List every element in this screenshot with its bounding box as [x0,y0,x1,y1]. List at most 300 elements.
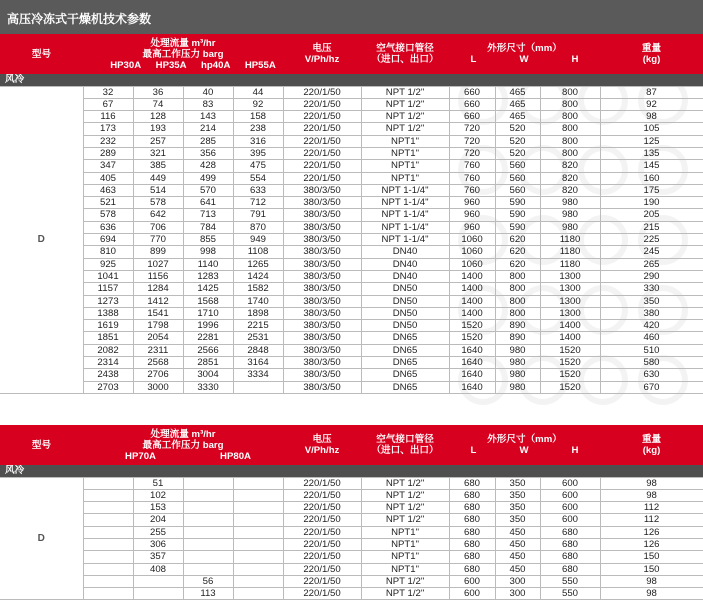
header-voltage [283,425,361,465]
table-cell: 712 [233,197,283,209]
header-weight [600,34,703,74]
table-cell: 51 [133,477,183,489]
table-cell: 580 [600,357,703,369]
header-flow-model: hp40A [201,59,231,71]
table-cell: 450 [495,538,540,550]
table-cell [83,489,133,501]
table-cell: 356 [183,147,233,159]
table-cell [233,526,283,538]
header-flow-model: HP35A [155,59,187,71]
table-cell: DN40 [361,246,449,258]
table-cell: DN65 [361,369,449,381]
table-cell: 590 [495,221,540,233]
table-cell: 1400 [540,332,600,344]
table-cell: NPT1" [361,538,449,550]
table-row [0,575,703,587]
table-cell: 800 [495,307,540,319]
header-flow [83,425,283,465]
table-cell [83,502,133,514]
table-cell: 960 [449,197,495,209]
table-cell: 1180 [540,258,600,270]
table-cell: 713 [183,209,233,221]
table-cell: 215 [600,221,703,233]
table-row [0,111,703,123]
table-row [0,320,703,332]
table-row [0,307,703,319]
table-cell: 1400 [449,295,495,307]
table-cell: 92 [233,98,283,110]
table-cell: 760 [449,172,495,184]
header-voltage-line2: V/Ph/hz [304,445,340,456]
table-cell: 960 [449,221,495,233]
table-cell: 380/3/50 [283,344,361,356]
section-label: 风冷 [0,465,703,477]
table-cell: 680 [449,514,495,526]
table-cell: 600 [449,588,495,600]
table-cell: 40 [183,86,233,98]
table-cell: 520 [495,147,540,159]
table-cell: NPT1" [361,135,449,147]
table-row [0,270,703,282]
table-row [0,526,703,538]
table-cell [83,477,133,489]
table-cell: 380/3/50 [283,332,361,344]
table-cell: 113 [183,588,233,600]
table-cell: 460 [600,332,703,344]
table-row [0,489,703,501]
table-cell: 125 [600,135,703,147]
table-cell: 450 [495,551,540,563]
table-cell: 800 [540,98,600,110]
table-cell: 285 [183,135,233,147]
header-air-line2: （进口、出口） [371,54,439,65]
table-cell: 680 [540,551,600,563]
table-cell: 116 [83,111,133,123]
table-cell: 791 [233,209,283,221]
table-cell: 2706 [133,369,183,381]
table-cell: 1283 [183,270,233,282]
header-dim-w: W [519,445,529,456]
table-row [0,381,703,393]
header-dim-l: L [470,54,477,65]
table-cell: 380/3/50 [283,221,361,233]
table-cell: 220/1/50 [283,588,361,600]
table-cell: 102 [133,489,183,501]
table-cell: 1541 [133,307,183,319]
table-cell: 760 [449,184,495,196]
table-cell: 600 [540,477,600,489]
table-row [0,209,703,221]
table-cell: NPT1" [361,563,449,575]
table-cell: 680 [449,563,495,575]
table-cell: 98 [600,588,703,600]
table-cell: 380/3/50 [283,209,361,221]
table-cell [83,551,133,563]
table-cell: 306 [133,538,183,550]
table-cell: 820 [540,184,600,196]
table-cell: 1520 [540,357,600,369]
table-cell: NPT 1-1/4" [361,184,449,196]
table-cell: DN50 [361,295,449,307]
table-cell: 220/1/50 [283,147,361,159]
table-cell: NPT 1/2" [361,123,449,135]
table-cell: NPT 1/2" [361,502,449,514]
table-row [0,477,703,489]
table-cell: 2054 [133,332,183,344]
table-cell: 1400 [449,270,495,282]
table-cell: 225 [600,234,703,246]
table-cell: 680 [449,526,495,538]
table-row [0,357,703,369]
table-cell: NPT 1/2" [361,98,449,110]
table-cell: 36 [133,86,183,98]
table-cell: 350 [495,502,540,514]
table-cell: 1640 [449,344,495,356]
table-cell: 680 [540,526,600,538]
table-row [0,502,703,514]
table-cell: 1568 [183,295,233,307]
table-cell: 150 [600,563,703,575]
table-cell: 173 [83,123,133,135]
table-cell: 680 [449,502,495,514]
header-voltage-line1: 电压 [312,434,332,445]
table-cell: 680 [540,563,600,575]
table-row [0,514,703,526]
table-row [0,258,703,270]
table-cell: 300 [495,588,540,600]
table-row [0,538,703,550]
table-cell: 449 [133,172,183,184]
header-flow-line1: 处理流量 m³/hr [150,428,216,440]
table-cell [133,588,183,600]
table-cell: 1424 [233,270,283,282]
table-cell: 784 [183,221,233,233]
table-cell: 2281 [183,332,233,344]
table-cell: 214 [183,123,233,135]
table-cell: 1180 [540,234,600,246]
table-cell [183,477,233,489]
table-1-body [0,86,703,393]
table-cell: 160 [600,172,703,184]
table-cell [233,477,283,489]
table-row [0,588,703,600]
table-row [0,86,703,98]
table-cell: 642 [133,209,183,221]
table-cell: 475 [233,160,283,172]
table-cell: 1520 [449,332,495,344]
table-cell: 550 [540,575,600,587]
table-cell: 1400 [449,307,495,319]
table-cell: 680 [540,538,600,550]
table-cell: NPT 1/2" [361,514,449,526]
table-cell: 380/3/50 [283,295,361,307]
table-cell: 890 [495,320,540,332]
table-cell: 590 [495,197,540,209]
table-cell: 855 [183,234,233,246]
table-row [0,172,703,184]
table-row [0,551,703,563]
table-cell: 980 [495,369,540,381]
table-cell: 520 [495,123,540,135]
table-cell: 3334 [233,369,283,381]
header-air-line1: 空气接口管径 [376,43,434,54]
table-cell: 600 [540,514,600,526]
table-row [0,234,703,246]
table-cell: DN50 [361,283,449,295]
table-cell: 220/1/50 [283,563,361,575]
table-cell: 800 [495,295,540,307]
header-flow-model: HP70A [125,450,156,462]
table-cell: 1388 [83,307,133,319]
header-dim-line1: 外形尺寸（mm） [487,434,562,445]
table-cell [183,514,233,526]
table-cell: 220/1/50 [283,160,361,172]
table-cell: DN40 [361,258,449,270]
table-cell: 1640 [449,369,495,381]
table-cell: 770 [133,234,183,246]
table-cell: 143 [183,111,233,123]
table-cell: 205 [600,209,703,221]
table-cell: 220/1/50 [283,172,361,184]
table-cell: 560 [495,184,540,196]
table-cell: 380/3/50 [283,270,361,282]
table-cell [233,381,283,393]
table-cell: 949 [233,234,283,246]
table-cell: 380/3/50 [283,234,361,246]
table-cell: 800 [495,270,540,282]
table-row [0,184,703,196]
table-cell: 2566 [183,344,233,356]
header-weight [600,425,703,465]
table-cell: 1300 [540,307,600,319]
table-cell: 300 [495,575,540,587]
table-cell: 380/3/50 [283,197,361,209]
table-cell [83,538,133,550]
header-dim-w: W [519,54,529,65]
table-cell: 74 [133,98,183,110]
table-cell: 321 [133,147,183,159]
table-cell: 380/3/50 [283,184,361,196]
table-cell [233,588,283,600]
table-cell: 800 [540,147,600,159]
section-row [0,74,703,86]
table-cell [183,538,233,550]
table-cell: 290 [600,270,703,282]
table-cell: 3000 [133,381,183,393]
table-cell: 1412 [133,295,183,307]
table-cell: 112 [600,514,703,526]
table-cell: 380/3/50 [283,258,361,270]
table-cell: 220/1/50 [283,502,361,514]
table-cell: DN65 [361,344,449,356]
table-cell: 380/3/50 [283,307,361,319]
table-cell: NPT 1/2" [361,86,449,98]
table-cell: 899 [133,246,183,258]
header-air-port [361,425,449,465]
table-cell: 1582 [233,283,283,295]
spec-table-2 [0,425,703,600]
table-cell: 126 [600,526,703,538]
table-cell: 1425 [183,283,233,295]
header-dim-h: H [571,445,579,456]
table-cell: 2438 [83,369,133,381]
table-cell: 706 [133,221,183,233]
table-row [0,123,703,135]
table-cell: 1520 [540,344,600,356]
table-cell: 395 [233,147,283,159]
table-cell: 380/3/50 [283,357,361,369]
table-cell: 357 [133,551,183,563]
table-cell: 890 [495,332,540,344]
table-cell: 1520 [540,381,600,393]
header-flow-line2: 最高工作压力 barg [142,48,224,60]
table-1-header [0,34,703,74]
table-cell [183,563,233,575]
table-cell: 257 [133,135,183,147]
header-air-port [361,34,449,74]
table-cell: 694 [83,234,133,246]
table-cell: 1180 [540,246,600,258]
header-weight-line2: (kg) [642,54,661,65]
table-cell: 1060 [449,258,495,270]
table-cell: 150 [600,551,703,563]
table-cell [233,551,283,563]
section-label: 风冷 [0,74,703,86]
table-row [0,563,703,575]
table-cell: 105 [600,123,703,135]
table-cell: 56 [183,575,233,587]
table-cell: 810 [83,246,133,258]
header-dim-sub [449,445,600,456]
header-dim-h: H [571,54,579,65]
table-cell: 1619 [83,320,133,332]
table-cell: 1798 [133,320,183,332]
table-row [0,295,703,307]
table-cell: DN50 [361,320,449,332]
table-cell: 380/3/50 [283,381,361,393]
table-row [0,246,703,258]
table-cell: 560 [495,172,540,184]
table-cell: NPT1" [361,147,449,159]
table-row [0,135,703,147]
table-cell: 220/1/50 [283,489,361,501]
header-voltage-line1: 电压 [312,43,332,54]
model-cell: D [0,477,83,600]
table-cell: DN40 [361,270,449,282]
header-flow-model: HP80A [220,450,251,462]
header-flow-models [83,60,283,71]
model-cell: D [0,86,83,393]
table-cell: 135 [600,147,703,159]
table-cell: 465 [495,98,540,110]
table-cell: 1157 [83,283,133,295]
table-cell: 145 [600,160,703,172]
table-cell: 204 [133,514,183,526]
table-cell: 1898 [233,307,283,319]
table-cell: NPT1" [361,172,449,184]
table-cell: NPT 1-1/4" [361,209,449,221]
table-cell: 245 [600,246,703,258]
table-cell [183,526,233,538]
table-cell: 680 [449,477,495,489]
header-weight-line1: 重量 [641,434,662,445]
table-cell: 680 [449,551,495,563]
table-cell: 670 [600,381,703,393]
table-cell: 350 [495,489,540,501]
table-cell: NPT1" [361,526,449,538]
table-cell: 800 [495,283,540,295]
table-cell: 220/1/50 [283,551,361,563]
table-row [0,147,703,159]
table-cell: 510 [600,344,703,356]
header-flow-line1: 处理流量 m³/hr [150,37,216,49]
table-row [0,98,703,110]
table-cell: 570 [183,184,233,196]
table-cell: 980 [540,197,600,209]
table-cell: 514 [133,184,183,196]
table-cell: 465 [495,86,540,98]
table-cell: 220/1/50 [283,98,361,110]
table-cell: 980 [495,344,540,356]
table-cell: 980 [540,221,600,233]
table-cell: 158 [233,111,283,123]
table-cell: 265 [600,258,703,270]
table-2-body [0,477,703,600]
table-cell: 600 [540,489,600,501]
table-cell: 578 [133,197,183,209]
table-cell: 380/3/50 [283,283,361,295]
table-cell: 190 [600,197,703,209]
table-cell: 660 [449,98,495,110]
table-cell: 153 [133,502,183,514]
table-cell: 521 [83,197,133,209]
table-cell: 590 [495,209,540,221]
table-cell: 98 [600,575,703,587]
table-cell: 1108 [233,246,283,258]
table-cell: 1740 [233,295,283,307]
table-cell: 600 [449,575,495,587]
table-cell: 1060 [449,234,495,246]
table-cell: 405 [83,172,133,184]
table-cell: 1273 [83,295,133,307]
table-cell: 2848 [233,344,283,356]
table-cell [233,563,283,575]
header-dim-line1: 外形尺寸（mm） [487,43,562,54]
table-cell: 3004 [183,369,233,381]
table-cell: 800 [540,111,600,123]
table-cell: 620 [495,234,540,246]
table-cell: 720 [449,135,495,147]
table-cell: NPT1" [361,160,449,172]
table-cell: 350 [495,514,540,526]
table-cell: 175 [600,184,703,196]
table-cell: 98 [600,111,703,123]
table-cell: 554 [233,172,283,184]
table-cell: 960 [449,209,495,221]
table-cell: 499 [183,172,233,184]
table-cell: 1520 [540,369,600,381]
header-flow-model: HP30A [110,59,142,71]
header-dimensions [449,34,600,74]
table-cell: 408 [133,563,183,575]
table-cell [83,588,133,600]
table-row [0,283,703,295]
table-cell: 641 [183,197,233,209]
table-cell: 463 [83,184,133,196]
table-cell: NPT 1/2" [361,489,449,501]
table-cell: 925 [83,258,133,270]
table-cell: 1027 [133,258,183,270]
